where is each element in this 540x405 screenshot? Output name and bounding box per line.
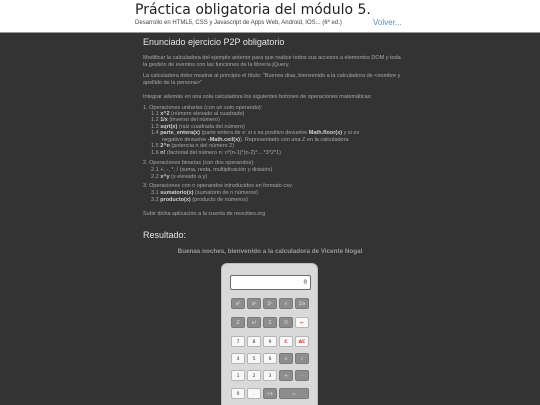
list-item: 1. Operaciones unitarias (con un solo operando): xyxy=(143,105,263,111)
backspace-button[interactable]: ← xyxy=(295,317,309,328)
statement-paragraph-2: La calculadora debe mostrar al principio el título: "Buenos días, bienvenido a la calculadora de <nombre y apellido de la persona>" xyxy=(143,73,401,86)
digit-0-button[interactable]: 0 xyxy=(231,388,245,399)
calculator xyxy=(221,263,318,405)
back-link[interactable]: Volver... xyxy=(373,18,402,27)
digit-6-button[interactable]: 6 xyxy=(263,353,277,364)
all-clear-button[interactable]: AC xyxy=(295,336,309,347)
equals-button[interactable]: = xyxy=(279,388,309,399)
digit-3-button[interactable]: 3 xyxy=(263,370,277,381)
statement-paragraph-4: Subir dicha aplicación a la cuenta de neocities.org xyxy=(143,211,266,217)
inverse-button[interactable]: 1/x xyxy=(295,298,309,309)
list-item: 3. Operaciones con n operandos introducidos en formato csv: xyxy=(143,183,294,189)
sign-toggle-button[interactable]: -/+ xyxy=(263,388,277,399)
digit-2-button[interactable]: 2 xyxy=(247,370,261,381)
factorial-button[interactable]: n! xyxy=(247,317,261,328)
divide-button[interactable]: / xyxy=(295,353,309,364)
multiply-button[interactable]: × xyxy=(279,353,293,364)
power-of-two-button[interactable]: 2ⁿ xyxy=(263,298,277,309)
decimal-point-button[interactable]: . xyxy=(247,388,261,399)
display-value: 0 xyxy=(303,279,307,286)
sqrt-button[interactable]: √ xyxy=(279,298,293,309)
list-item: 1.2 1/x (inverso del número) xyxy=(151,117,220,123)
calculator-display[interactable] xyxy=(230,275,311,290)
list-item: 1.4 parte_entera(x) (parte entera de x: si x es positivo devuelve Math.floor(x) y si es xyxy=(151,130,360,136)
digit-7-button[interactable]: 7 xyxy=(231,336,245,347)
list-item: 1.6 n! (factorial del número n: n*(n-1)*(n-2)*....*3*2*1) xyxy=(151,150,281,156)
clear-button[interactable]: C xyxy=(279,336,293,347)
sum-button[interactable]: Σ xyxy=(263,317,277,328)
statement-paragraph-3: Integrar además en una sola calculadora los siguientes botones de operaciones matemáticas: xyxy=(143,94,372,100)
product-button[interactable]: Π xyxy=(279,317,293,328)
statement-paragraph-1: Modificar la calculadora del ejemplo anterior para que realice todos sus accesos a elementos DOM y toda la gestión de eventos con las funciones de la librería jQuery. xyxy=(143,55,401,68)
list-item: 2.2 x^y (x elevado a y) xyxy=(151,174,208,180)
greeting-text: Buenas noches, bienvenido a la calculadora de Vicente Nogal xyxy=(177,248,363,255)
list-item: 3.2 producto(x) (producto de números) xyxy=(151,197,248,203)
list-item-continuation: negativo devuelve -Math.ceil(x)). Representado con una Z en la calculadora xyxy=(162,137,349,143)
list-item: 3.1 sumatorio(x) (sumatorio de n números) xyxy=(151,190,258,196)
page-title: Práctica obligatoria del módulo 5. xyxy=(135,2,371,18)
square-button[interactable]: x² xyxy=(231,298,245,309)
page-header xyxy=(0,0,540,33)
power-button[interactable]: xʸ xyxy=(247,298,261,309)
result-heading: Resultado: xyxy=(143,230,187,240)
plus-button[interactable]: + xyxy=(279,370,293,381)
digit-1-button[interactable]: 1 xyxy=(231,370,245,381)
minus-button[interactable]: - xyxy=(295,370,309,381)
list-item: 2. Operaciones binarias (con dos operandos): xyxy=(143,160,255,166)
list-item: 1.5 2^n (potencia n del número 2) xyxy=(151,143,235,149)
digit-5-button[interactable]: 5 xyxy=(247,353,261,364)
list-item: 1.1 x^2 (número elevado al cuadrado) xyxy=(151,111,245,117)
digit-4-button[interactable]: 4 xyxy=(231,353,245,364)
digit-8-button[interactable]: 8 xyxy=(247,336,261,347)
digit-9-button[interactable]: 9 xyxy=(263,336,277,347)
list-item: 1.3 sqrt(x) (raiz cuadrada del número) xyxy=(151,124,245,130)
integer-part-button[interactable]: Z xyxy=(231,317,245,328)
list-item: 2.1 +, -, *, / (suma, resta, multiplicación y división) xyxy=(151,167,273,173)
course-subtitle: Desarrollo en HTML5, CSS y Javascript de Apps Web, Android, IOS... (6ª ed.) xyxy=(135,20,342,26)
statement-heading: Enunciado ejercicio P2P obligatorio xyxy=(143,37,285,47)
